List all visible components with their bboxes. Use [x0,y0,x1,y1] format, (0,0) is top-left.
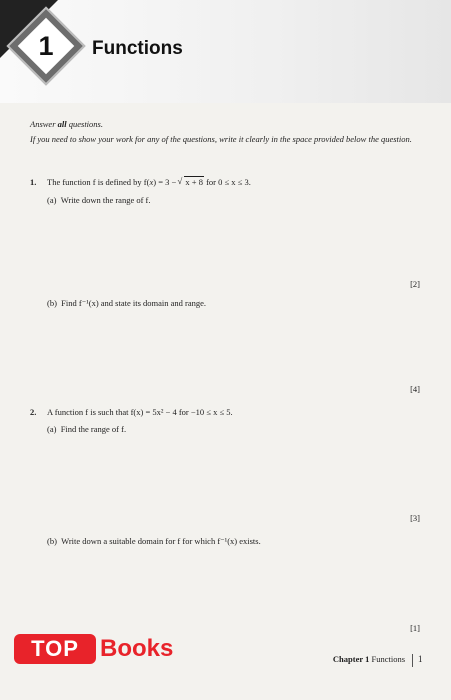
q1a-label: (a) [47,195,57,205]
q1-radicand: x + 8 [185,177,203,187]
page-number: 1 [418,654,423,664]
question-1-number: 1. [30,177,37,187]
instruction-prefix: Answer [30,119,58,129]
chapter-title: Functions [92,38,183,59]
instruction-line-1 [30,118,425,131]
question-1b [47,298,206,309]
q2a-label: (a) [47,424,57,434]
square-root-symbol [178,177,204,187]
q1-stem-prefix: The function f is defined by f( [47,177,150,187]
instructions [30,118,425,147]
question-2-stem: A function f is such that f(x) = 5x² − 4 for −10 ≤ x ≤ 5. [47,407,233,417]
q1-stem-variable: x [149,177,154,187]
logo-top-badge: TOP [14,634,96,664]
q1a-marks: [2] [410,279,420,289]
question-2-number: 2. [30,407,37,417]
footer-chapter [333,654,405,664]
q2a-text: Find the range of f. [60,424,127,434]
q1-stem-suffix: for 0 ≤ x ≤ 3. [203,177,251,187]
footer-divider [412,654,413,667]
question-1a [47,195,151,205]
q2b-label: (b) [47,536,57,546]
logo-books-text: Books [100,635,174,662]
instruction-line-2: If you need to show your work for any of the questions, write it clearly in the space provided below the question. [30,133,412,144]
q1a-text: Write down the range of f. [60,195,151,205]
footer-chapter-title: Functions [371,654,405,664]
chapter-number: 1 [38,31,54,61]
footer-chapter-label: Chapter 1 [332,654,370,664]
q1b-text: Find f⁻¹(x) and state its domain and range. [61,298,207,308]
question-2b [47,536,261,547]
question-1-stem [47,177,251,187]
q1b-marks: [4] [410,384,420,394]
instruction-suffix: questions. [66,119,103,129]
instruction-emphasis: all [57,119,67,129]
question-2a [47,424,126,434]
q1b-label: (b) [47,298,57,308]
q2b-text: Write down a suitable domain for f for which f⁻¹(x) exists. [61,536,261,546]
q2b-marks: [1] [410,623,420,633]
topbooks-logo [14,628,194,668]
q1-stem-middle: ) = 3 − [153,177,179,187]
q2a-marks: [3] [410,513,420,523]
